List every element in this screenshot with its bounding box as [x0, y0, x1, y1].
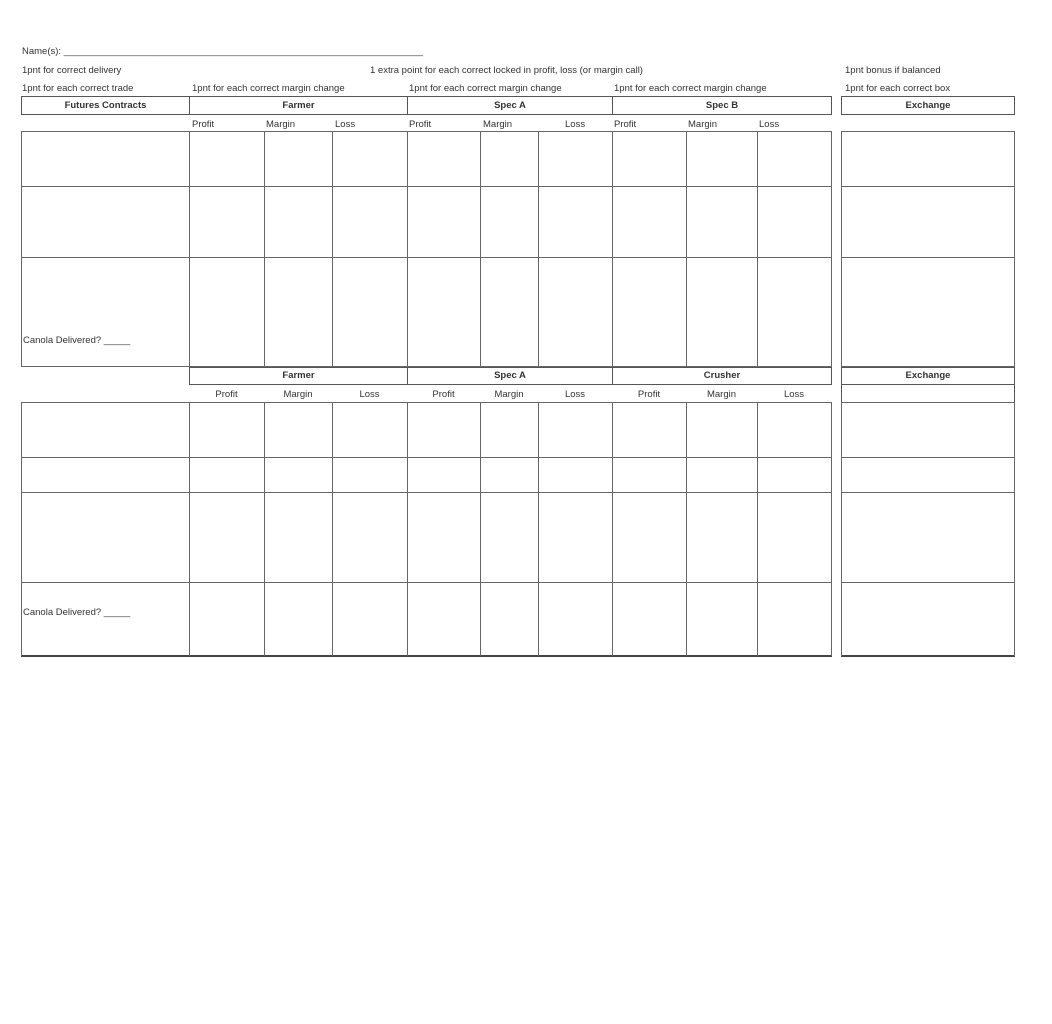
balance-bonus-note: 1pnt bonus if balanced	[845, 65, 941, 76]
exchange-title: Exchange	[905, 100, 951, 111]
farmer-title: Farmer	[282, 100, 315, 111]
exchange-title-2: Exchange	[905, 370, 951, 381]
delivery-points-note: 1pnt for correct delivery	[22, 65, 122, 76]
spec-a-title-2: Spec A	[494, 370, 526, 381]
spec-a-profit-label-2: Profit	[432, 389, 455, 400]
canola-delivered-field-2: Canola Delivered? _____	[23, 607, 131, 618]
farmer-margin-label-2: Margin	[283, 389, 313, 400]
spec-b-loss-label: Loss	[759, 119, 780, 130]
spec-a-loss-label-2: Loss	[564, 389, 586, 400]
spec-a-margin-label-2: Margin	[494, 389, 524, 400]
crusher-profit-label: Profit	[637, 389, 661, 400]
margin-points-note-spec-a: 1pnt for each correct margin change	[409, 83, 562, 94]
farmer-margin-label: Margin	[266, 119, 296, 130]
crusher-title: Crusher	[703, 370, 741, 381]
farmer-loss-label-2: Loss	[359, 389, 380, 400]
canola-delivered-field-1: Canola Delivered? _____	[23, 335, 131, 346]
trade-points-note: 1pnt for each correct trade	[22, 83, 134, 94]
farmer-profit-label-2: Profit	[215, 389, 238, 400]
spec-b-title: Spec B	[705, 100, 739, 111]
names-field-label: Name(s): ____________________________________________________________________	[22, 46, 423, 57]
crusher-loss-label: Loss	[783, 389, 805, 400]
crusher-margin-label: Margin	[706, 389, 737, 400]
farmer-loss-label: Loss	[335, 119, 356, 130]
spec-a-profit-label: Profit	[409, 119, 432, 130]
box-points-note: 1pnt for each correct box	[845, 83, 951, 94]
spec-b-margin-label: Margin	[688, 119, 718, 130]
spec-a-loss-label: Loss	[565, 119, 586, 130]
margin-points-note-spec-b: 1pnt for each correct margin change	[614, 83, 767, 94]
margin-points-note-farmer: 1pnt for each correct margin change	[192, 83, 345, 94]
futures-contracts-title: Futures Contracts	[64, 100, 147, 111]
locked-points-note: 1 extra point for each correct locked in profit, loss (or margin call)	[370, 65, 643, 76]
spec-a-margin-label: Margin	[483, 119, 513, 130]
spec-b-profit-label: Profit	[614, 119, 637, 130]
farmer-profit-label: Profit	[192, 119, 215, 130]
farmer-title-2: Farmer	[282, 370, 315, 381]
spec-a-title: Spec A	[494, 100, 526, 111]
